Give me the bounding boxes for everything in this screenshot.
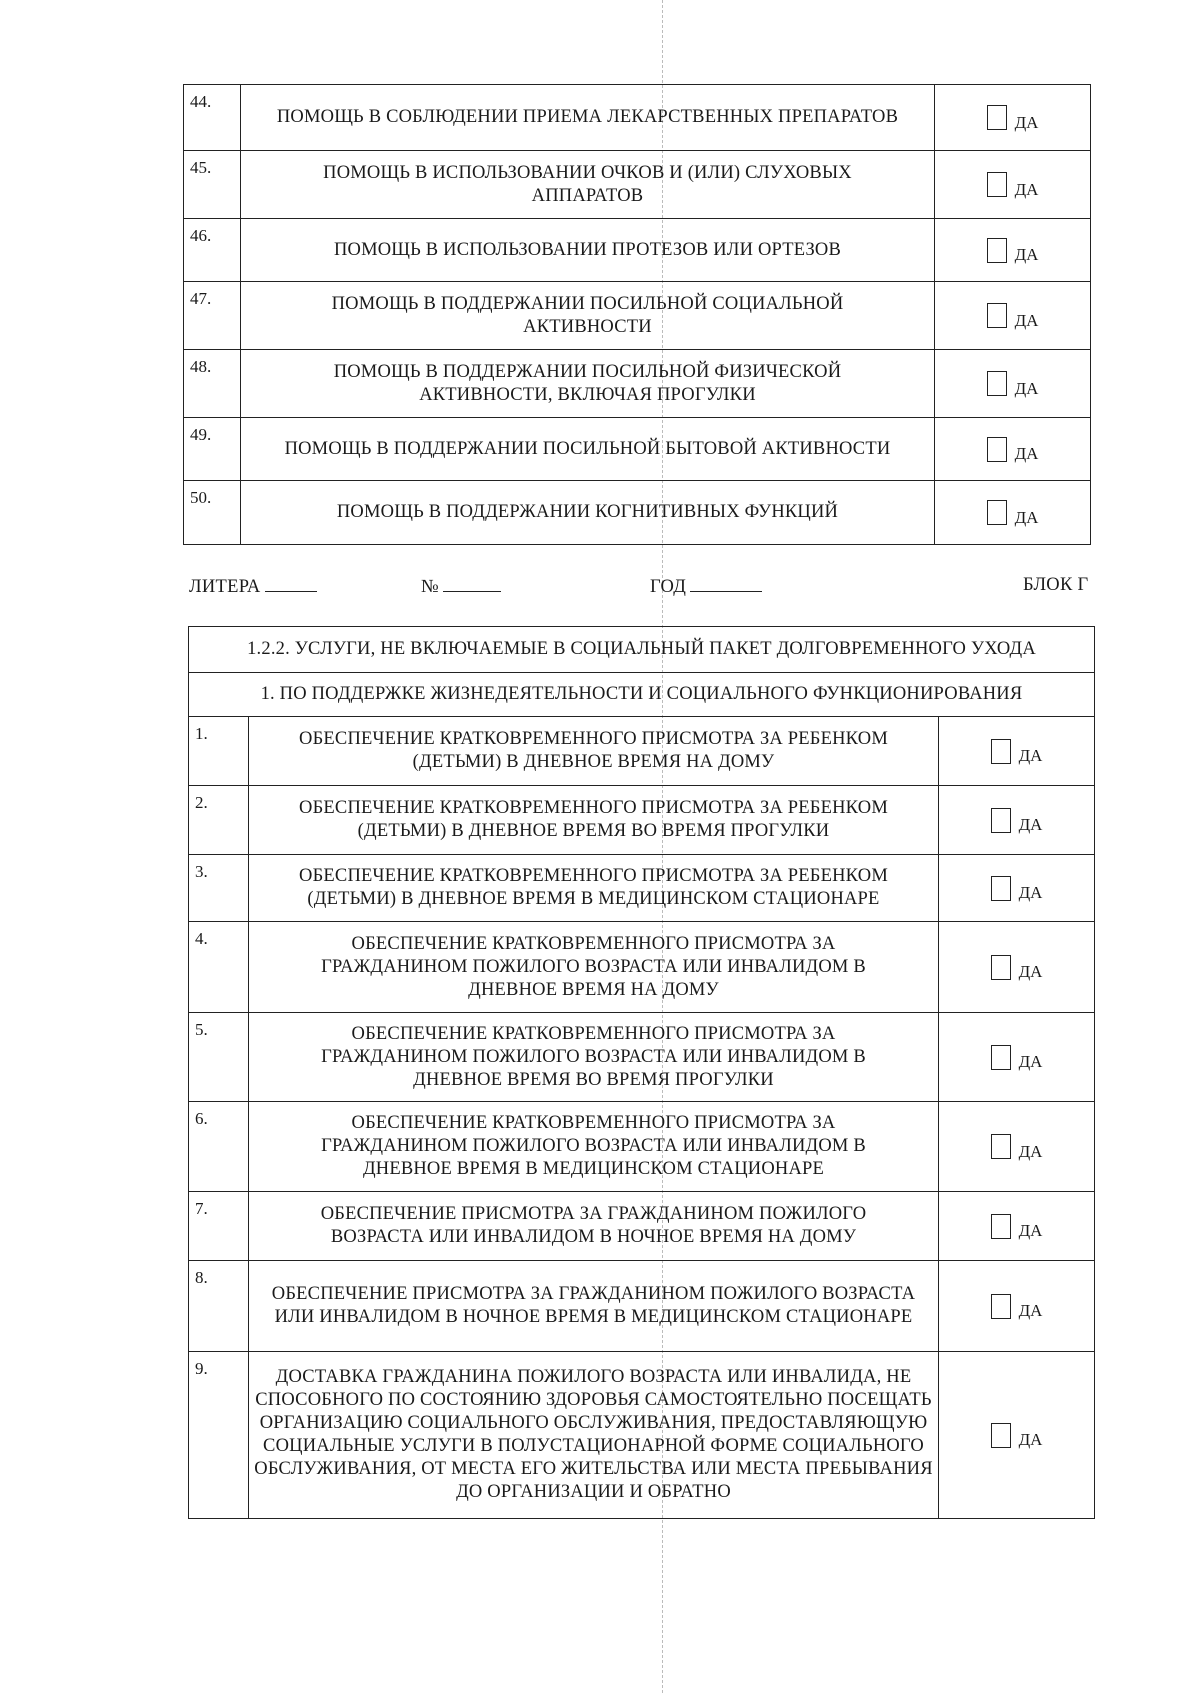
- checkbox-cell[interactable]: [939, 1102, 1095, 1192]
- checkbox-label: ДА: [1018, 883, 1043, 902]
- checkbox-cell[interactable]: [939, 1261, 1095, 1352]
- checkbox[interactable]: [991, 1045, 1011, 1070]
- service-description: ОБЕСПЕЧЕНИЕ КРАТКОВРЕМЕННОГО ПРИСМОТРА ЗА ГРАЖДАНИНОМ ПОЖИЛОГО ВОЗРАСТА ИЛИ ИНВАЛИДОМ В ДНЕВНОЕ ВРЕМЯ НА ДОМУ: [249, 922, 939, 1013]
- checkbox[interactable]: [991, 808, 1011, 833]
- checkbox-label: ДА: [1018, 1221, 1043, 1240]
- checkbox-label: ДА: [1014, 310, 1039, 330]
- checkbox-label: ДА: [1018, 1052, 1043, 1071]
- row-number: 45.: [184, 151, 241, 219]
- table-row: [189, 1261, 1095, 1352]
- checkbox[interactable]: [987, 238, 1007, 263]
- checkbox-cell[interactable]: [935, 481, 1091, 545]
- table-row: [189, 1352, 1095, 1519]
- service-description: ОБЕСПЕЧЕНИЕ КРАТКОВРЕМЕННОГО ПРИСМОТРА ЗА РЕБЕНКОМ (ДЕТЬМИ) В ДНЕВНОЕ ВРЕМЯ ВО ВРЕМЯ ПРОГУЛКИ: [249, 786, 939, 855]
- service-description: ОБЕСПЕЧЕНИЕ ПРИСМОТРА ЗА ГРАЖДАНИНОМ ПОЖИЛОГО ВОЗРАСТА ИЛИ ИНВАЛИДОМ В НОЧНОЕ ВРЕМЯ НА ДОМУ: [249, 1192, 939, 1261]
- service-description: ПОМОЩЬ В ИСПОЛЬЗОВАНИИ ОЧКОВ И (ИЛИ) СЛУХОВЫХ АППАРАТОВ: [241, 151, 935, 219]
- subsection-title: 1. ПО ПОДДЕРЖКЕ ЖИЗНЕДЕЯТЕЛЬНОСТИ И СОЦИАЛЬНОГО ФУНКЦИОНИРОВАНИЯ: [189, 673, 1095, 717]
- table-row: [189, 1102, 1095, 1192]
- table-row: [184, 350, 1091, 418]
- checkbox-cell[interactable]: [935, 219, 1091, 282]
- row-number: 3.: [189, 855, 249, 922]
- block-label: БЛОК Г: [1023, 575, 1089, 595]
- services-table-block-g: [188, 626, 1095, 1519]
- checkbox-label: ДА: [1014, 444, 1039, 463]
- checkbox-cell[interactable]: [939, 855, 1095, 922]
- checkbox[interactable]: [991, 739, 1011, 764]
- checkbox-label: ДА: [1014, 378, 1039, 398]
- service-description: ОБЕСПЕЧЕНИЕ КРАТКОВРЕМЕННОГО ПРИСМОТРА ЗА ГРАЖДАНИНОМ ПОЖИЛОГО ВОЗРАСТА ИЛИ ИНВАЛИДОМ В ДНЕВНОЕ ВРЕМЯ ВО ВРЕМЯ ПРОГУЛКИ: [249, 1013, 939, 1102]
- checkbox-label: ДА: [1018, 815, 1043, 834]
- checkbox-label: ДА: [1018, 1430, 1043, 1449]
- checkbox[interactable]: [991, 1423, 1011, 1448]
- table-row: [189, 855, 1095, 922]
- checkbox[interactable]: [987, 371, 1007, 396]
- table-row: [189, 1013, 1095, 1102]
- checkbox-cell[interactable]: [935, 85, 1091, 151]
- number-blank[interactable]: [443, 575, 501, 592]
- checkbox-label: ДА: [1018, 746, 1043, 765]
- table-row: [184, 282, 1091, 350]
- row-number: 6.: [189, 1102, 249, 1192]
- table-row: [189, 786, 1095, 855]
- row-number: 8.: [189, 1261, 249, 1352]
- row-number: 9.: [189, 1352, 249, 1519]
- table-row: [184, 85, 1091, 151]
- litera-field: [189, 575, 317, 598]
- checkbox[interactable]: [987, 437, 1007, 462]
- service-description: ПОМОЩЬ В СОБЛЮДЕНИИ ПРИЕМА ЛЕКАРСТВЕННЫХ ПРЕПАРАТОВ: [241, 85, 935, 151]
- table-row: [184, 151, 1091, 219]
- row-number: 7.: [189, 1192, 249, 1261]
- checkbox-cell[interactable]: [939, 1192, 1095, 1261]
- row-number: 5.: [189, 1013, 249, 1102]
- row-number: 49.: [184, 418, 241, 481]
- checkbox-cell[interactable]: [939, 786, 1095, 855]
- table-header-row: [189, 627, 1095, 673]
- table-row: [189, 1192, 1095, 1261]
- checkbox[interactable]: [991, 1214, 1011, 1239]
- checkbox-label: ДА: [1018, 962, 1043, 981]
- litera-label: ЛИТЕРА: [189, 577, 261, 597]
- service-description: ОБЕСПЕЧЕНИЕ КРАТКОВРЕМЕННОГО ПРИСМОТРА ЗА РЕБЕНКОМ (ДЕТЬМИ) В ДНЕВНОЕ ВРЕМЯ НА ДОМУ: [249, 717, 939, 786]
- row-number: 50.: [184, 481, 241, 545]
- row-number: 2.: [189, 786, 249, 855]
- checkbox-label: ДА: [1014, 179, 1039, 199]
- row-number: 47.: [184, 282, 241, 350]
- table-row: [184, 418, 1091, 481]
- checkbox[interactable]: [987, 172, 1007, 197]
- checkbox-cell[interactable]: [935, 350, 1091, 418]
- table-row: [189, 922, 1095, 1013]
- litera-blank[interactable]: [265, 575, 317, 592]
- service-description: ОБЕСПЕЧЕНИЕ КРАТКОВРЕМЕННОГО ПРИСМОТРА ЗА РЕБЕНКОМ (ДЕТЬМИ) В ДНЕВНОЕ ВРЕМЯ В МЕДИЦИНСКОМ СТАЦИОНАРЕ: [249, 855, 939, 922]
- checkbox-label: ДА: [1014, 112, 1039, 132]
- checkbox[interactable]: [991, 876, 1011, 901]
- row-number: 46.: [184, 219, 241, 282]
- checkbox[interactable]: [991, 955, 1011, 980]
- section-title: 1.2.2. УСЛУГИ, НЕ ВКЛЮЧАЕМЫЕ В СОЦИАЛЬНЫЙ ПАКЕТ ДОЛГОВРЕМЕННОГО УХОДА: [189, 627, 1095, 673]
- year-label: ГОД: [650, 577, 687, 597]
- table-row: [184, 481, 1091, 545]
- checkbox-cell[interactable]: [935, 418, 1091, 481]
- checkbox-cell[interactable]: [935, 151, 1091, 219]
- checkbox-label: ДА: [1014, 507, 1039, 527]
- service-description: ПОМОЩЬ В ПОДДЕРЖАНИИ КОГНИТИВНЫХ ФУНКЦИЙ: [241, 481, 935, 545]
- year-blank[interactable]: [690, 575, 762, 592]
- table-header-row: [189, 673, 1095, 717]
- table-row: [189, 717, 1095, 786]
- number-label: №: [421, 577, 439, 597]
- checkbox-cell[interactable]: [939, 1013, 1095, 1102]
- service-description: ПОМОЩЬ В ПОДДЕРЖАНИИ ПОСИЛЬНОЙ СОЦИАЛЬНОЙ АКТИВНОСТИ: [241, 282, 935, 350]
- checkbox-label: ДА: [1018, 1141, 1043, 1161]
- checkbox-cell[interactable]: [939, 922, 1095, 1013]
- checkbox-cell[interactable]: [935, 282, 1091, 350]
- service-description: ПОМОЩЬ В ИСПОЛЬЗОВАНИИ ПРОТЕЗОВ ИЛИ ОРТЕЗОВ: [241, 219, 935, 282]
- checkbox[interactable]: [987, 500, 1007, 525]
- row-number: 4.: [189, 922, 249, 1013]
- table-row: [184, 219, 1091, 282]
- checkbox-cell[interactable]: [939, 1352, 1095, 1519]
- number-field: [421, 575, 501, 598]
- row-number: 1.: [189, 717, 249, 786]
- year-field: [650, 575, 762, 598]
- checkbox[interactable]: [991, 1134, 1011, 1159]
- service-description: ОБЕСПЕЧЕНИЕ КРАТКОВРЕМЕННОГО ПРИСМОТРА ЗА ГРАЖДАНИНОМ ПОЖИЛОГО ВОЗРАСТА ИЛИ ИНВАЛИДОМ В ДНЕВНОЕ ВРЕМЯ В МЕДИЦИНСКОМ СТАЦИОНАРЕ: [249, 1102, 939, 1192]
- checkbox-label: ДА: [1018, 1301, 1043, 1320]
- service-description: ОБЕСПЕЧЕНИЕ ПРИСМОТРА ЗА ГРАЖДАНИНОМ ПОЖИЛОГО ВОЗРАСТА ИЛИ ИНВАЛИДОМ В НОЧНОЕ ВРЕМЯ В МЕДИЦИНСКОМ СТАЦИОНАРЕ: [249, 1261, 939, 1352]
- checkbox-label: ДА: [1014, 245, 1039, 264]
- row-number: 48.: [184, 350, 241, 418]
- checkbox-cell[interactable]: [939, 717, 1095, 786]
- service-description: ДОСТАВКА ГРАЖДАНИНА ПОЖИЛОГО ВОЗРАСТА ИЛИ ИНВАЛИДА, НЕ СПОСОБНОГО ПО СОСТОЯНИЮ ЗДОРОВЬЯ САМОСТОЯТЕЛЬНО ПОСЕЩАТЬ ОРГАНИЗАЦИЮ СОЦИАЛЬНОГО ОБСЛУЖИВАНИЯ, ПРЕДОСТАВЛЯЮЩУЮ СОЦИАЛЬНЫЕ УСЛУГИ В ПОЛУСТАЦИОНАРНОЙ ФОРМЕ СОЦИАЛЬНОГО ОБСЛУЖИВАНИЯ, ОТ МЕСТА ЕГО ЖИТЕЛЬСТВА ИЛИ МЕСТА ПРЕБЫВАНИЯ ДО ОРГАНИЗАЦИИ И ОБРАТНО: [249, 1352, 939, 1519]
- checkbox[interactable]: [991, 1294, 1011, 1319]
- checkbox[interactable]: [987, 303, 1007, 328]
- checkbox[interactable]: [987, 105, 1007, 130]
- service-description: ПОМОЩЬ В ПОДДЕРЖАНИИ ПОСИЛЬНОЙ БЫТОВОЙ АКТИВНОСТИ: [241, 418, 935, 481]
- service-description: ПОМОЩЬ В ПОДДЕРЖАНИИ ПОСИЛЬНОЙ ФИЗИЧЕСКОЙ АКТИВНОСТИ, ВКЛЮЧАЯ ПРОГУЛКИ: [241, 350, 935, 418]
- row-number: 44.: [184, 85, 241, 151]
- services-table-continued: [183, 84, 1091, 545]
